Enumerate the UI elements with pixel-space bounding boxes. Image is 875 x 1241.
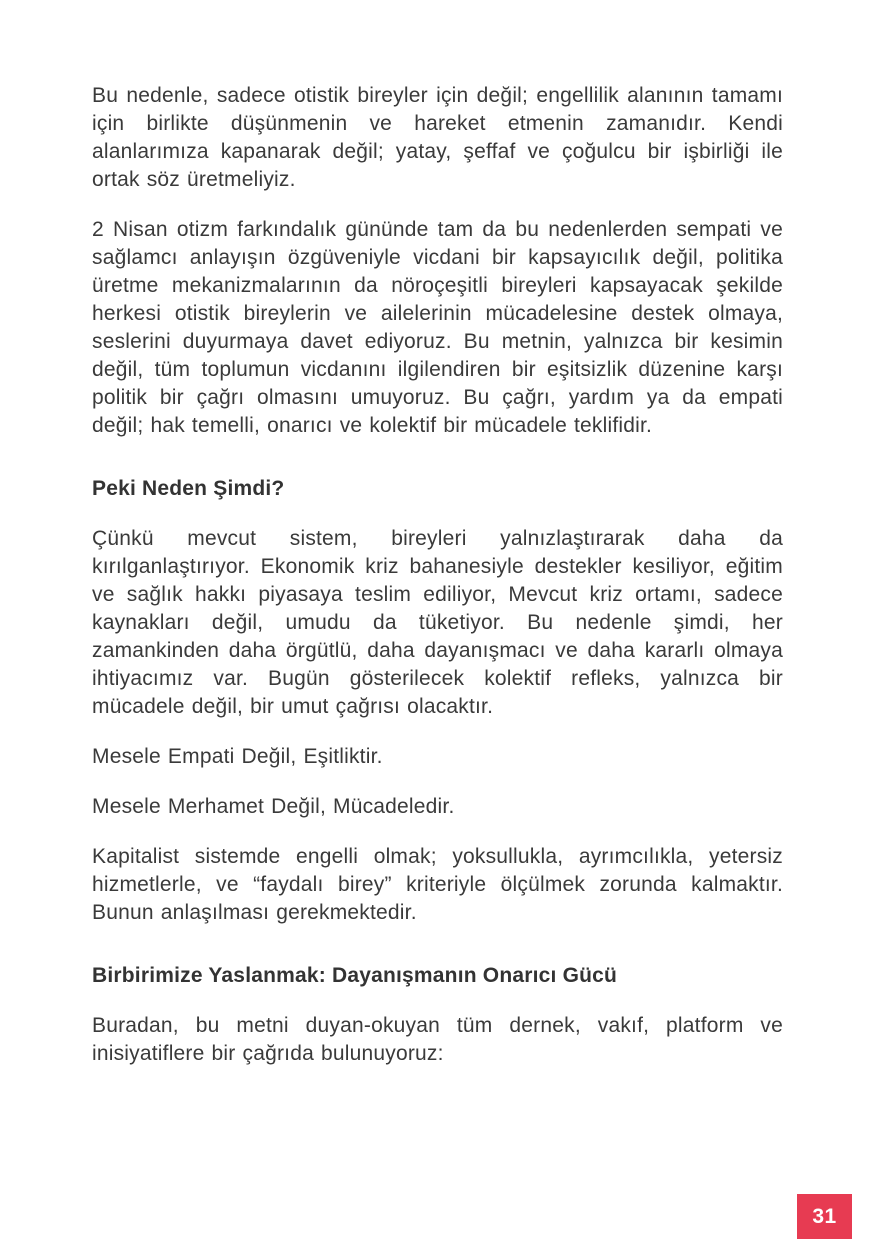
paragraph-current-system: Çünkü mevcut sistem, bireyleri yalnızlaştırarak daha da kırılganlaştırıyor. Ekonomik kriz bahanesiyle destekler kesiliyor, eğitim ve sağlık hakkı piyasaya teslim ediliyor, Mevcut kriz ortamı, sadece kaynakları değil, umudu da tüketiyor. Bu nedenle şimdi, her zamankinden daha örgütlü, daha dayanışmacı ve daha kararlı olmaya ihtiyacımız var. Bugün gösterilecek kolektif refleks, yalnızca bir mücadele değil, bir umut çağrısı olacaktır. xyxy=(92,527,783,718)
paragraph-struggle-statement: Mesele Merhamet Değil, Mücadeledir. xyxy=(92,795,455,818)
paragraph-call-to-cooperation: Bu nedenle, sadece otistik bireyler için değil; engellilik alanının tamamı için birlikte düşünmenin ve hareket etmenin zamanıdır. Kendi alanlarımıza kapanarak değil; yatay, şeffaf ve çoğulcu bir işbirliği ile ortak söz üretmeliyiz. xyxy=(92,84,783,191)
page-number-badge: 31 xyxy=(797,1194,852,1239)
paragraph-call-to-organizations: Buradan, bu metni duyan-okuyan tüm dernek, vakıf, platform ve inisiyatiflere bir çağrıda bulunuyoruz: xyxy=(92,1014,783,1065)
paragraph-equality-statement: Mesele Empati Değil, Eşitliktir. xyxy=(92,745,383,768)
paragraph-capitalist-system: Kapitalist sistemde engelli olmak; yoksullukla, ayrımcılıkla, yetersiz hizmetlerle, ve “faydalı birey” kriteriyle ölçülmek zorunda kalmaktır. Bunun anlaşılması gerekmektedir. xyxy=(92,845,783,924)
paragraph-april-2-awareness: 2 Nisan otizm farkındalık gününde tam da bu nedenlerden sempati ve sağlamcı anlayışın özgüveniyle vicdani bir kapsayıcılık değil, politika üretme mekanizmalarının da nöroçeşitli bireyleri kapsayacak şekilde herkesi otistik bireylerin ve ailelerinin mücadelesine destek olmaya, seslerini duyurmaya davet ediyoruz. Bu metnin, yalnızca bir kesimin değil, tüm toplumun vicdanını ilgilendiren bir eşitsizlik düzenine karşı politik bir çağrı olmasını umuyoruz. Bu çağrı, yardım ya da empati değil; hak temelli, onarıcı ve kolektif bir mücadele teklifidir. xyxy=(92,218,783,437)
section-heading-why-now: Peki Neden Şimdi? xyxy=(92,477,285,500)
section-heading-solidarity: Birbirimize Yaslanmak: Dayanışmanın Onarıcı Gücü xyxy=(92,964,618,987)
